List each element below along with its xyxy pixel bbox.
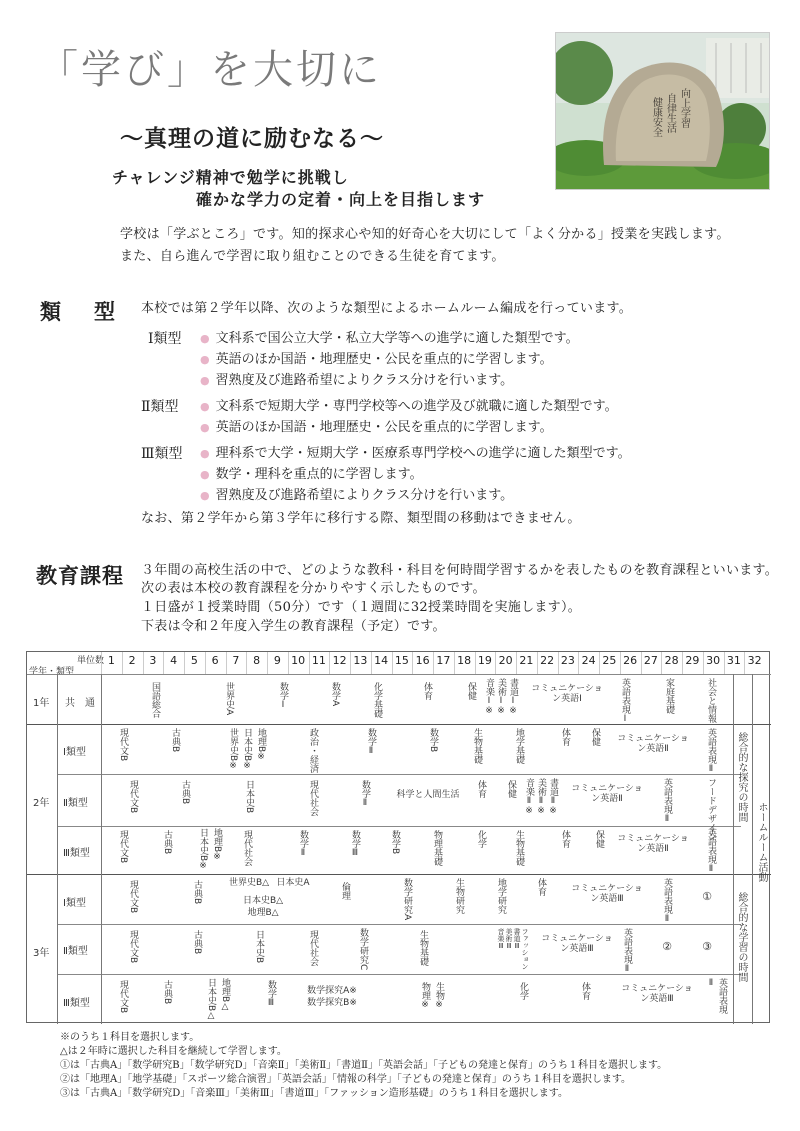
unit-number: 10 — [291, 654, 306, 667]
subject-cell: 体育 — [536, 878, 546, 896]
subject-cell: 現代社会 — [308, 930, 318, 966]
unit-number: 1 — [107, 654, 115, 667]
subject-cell: 物理※ — [420, 982, 430, 1010]
unit-number: 29 — [685, 654, 700, 667]
subject-cell: 政治・経済 — [308, 728, 318, 773]
unit-number: 18 — [457, 654, 472, 667]
row-label: Ⅰ類型 — [63, 898, 86, 909]
subject-cell: 英語表現Ⅱ — [622, 928, 632, 974]
subject-cell: 日本史B※ — [198, 828, 208, 872]
unit-number: 12 — [332, 654, 347, 667]
curriculum-line: ３年間の高校生活の中で、どのような教科・科目を何時間学習するかを表したものを教育課程といいます。 — [141, 563, 779, 578]
curriculum-line: 次の表は本校の教育課程を分かりやすく示したものです。 — [141, 581, 486, 596]
elective-3-marker: ③ — [702, 940, 712, 953]
subject-cell: 体育 — [476, 780, 486, 798]
subject-cell: 化学基礎 — [372, 682, 382, 718]
grade-label: 1年 — [33, 698, 50, 709]
subject-cell: 古典B — [180, 780, 190, 805]
type-1-bullet: ● 文科系で国公立大学・私立大学等への進学に適した類型です。 — [200, 328, 579, 349]
subject-cell: ファッション — [521, 928, 529, 970]
subject-cell: 化学 — [476, 830, 486, 848]
subject-cell: 生物基礎 — [514, 830, 524, 866]
subject-cell: 英語表現Ⅱ — [706, 728, 716, 774]
unit-number: 4 — [170, 654, 178, 667]
unit-number: 25 — [602, 654, 617, 667]
tagline-line-2: 確かな学力の定着・向上を目指します — [196, 190, 486, 209]
unit-number: 28 — [664, 654, 679, 667]
subject-cell: 世界史B※ — [228, 728, 238, 772]
subject-cell: 倫理 — [340, 882, 350, 900]
subject-cell: 数学Ⅱ — [366, 728, 376, 756]
subject-cell: 英語表現Ⅱ — [706, 828, 716, 874]
unit-number: 30 — [706, 654, 721, 667]
unit-number: 31 — [726, 654, 741, 667]
subject-cell: 生物基礎 — [472, 728, 482, 764]
unit-number: 22 — [540, 654, 555, 667]
subject-cell: 保健 — [506, 780, 516, 798]
subject-cell: 英語表現Ⅱ — [706, 978, 727, 1014]
subject-cell: 体育 — [580, 982, 590, 1000]
subject-cell: 日本史B※ — [242, 728, 252, 772]
footnote: ②は「地理A」「地学基礎」「スポーツ総合演習」「英語会話」「情報の科学」「子どもの発達と保育」のうち１科目を選択します。 — [60, 1074, 632, 1085]
unit-number: 23 — [560, 654, 575, 667]
row-label: Ⅲ類型 — [63, 848, 90, 859]
subject-cell: 生物研究 — [454, 878, 464, 914]
subject-cell: 美術Ⅱ※ — [536, 778, 546, 816]
subject-cell: 数学Ⅲ — [266, 980, 276, 1008]
subject-cell: 英語表現Ⅱ — [662, 878, 672, 924]
subject-cell: 現代文B — [128, 880, 138, 914]
row-label: Ⅰ類型 — [63, 747, 86, 758]
subject-cell: 古典B — [192, 880, 202, 905]
subject-cell: 美術Ⅲ — [505, 928, 513, 950]
elective-1-marker: ① — [702, 890, 712, 903]
subject-cell: 体育 — [560, 830, 570, 848]
curriculum-table — [26, 651, 770, 1023]
subject-cell: 現代文B — [128, 930, 138, 964]
subject-cell: コミュニケーション英語Ⅱ — [617, 734, 689, 754]
elective-2-marker: ② — [662, 940, 672, 953]
intro-line-1: 学校は「学ぶところ」です。知的探求心や知的好奇心を大切にして「よく分かる」授業を実践します。 — [120, 227, 730, 242]
row-label: Ⅱ類型 — [63, 798, 88, 809]
subject-cell: 保健 — [466, 682, 476, 700]
page-subhead: ～真理の道に励むなる～ — [120, 125, 384, 152]
unit-number: 3 — [149, 654, 157, 667]
footnote: ③は「古典A」「数学研究D」「音楽Ⅲ」「美術Ⅲ」「書道Ⅲ」「ファッション造形基礎」のうち１科目を選択します。 — [60, 1088, 568, 1099]
subject-cell: 書道Ⅰ※ — [508, 678, 518, 716]
footnote: △は２年時に選択した科目を継続して学習します。 — [60, 1046, 287, 1057]
unit-number: 11 — [311, 654, 326, 667]
subject-cell: 日本史B — [244, 780, 254, 814]
subject-cell: 地学基礎 — [514, 728, 524, 764]
unit-number: 2 — [128, 654, 136, 667]
grade-label: 2年 — [33, 798, 50, 809]
subject-cell: 英語表現Ⅰ — [620, 678, 630, 724]
unit-number: 24 — [581, 654, 596, 667]
subject-cell: 数学探究A※ — [307, 986, 357, 996]
subject-cell: 音楽Ⅰ※ — [484, 678, 494, 716]
subject-cell: 数学Ⅰ — [278, 682, 288, 710]
subject-cell: コミュニケーション英語Ⅰ — [531, 684, 603, 704]
subject-cell: 化学 — [518, 982, 528, 1000]
type-1-bullet: ● 英語のほか国語・地理歴史・公民を重点的に学習します。 — [200, 349, 553, 370]
homeroom-activity-label: ホームルーム活動 — [756, 802, 767, 882]
unit-number: 9 — [273, 654, 281, 667]
subject-cell: 古典B — [170, 728, 180, 753]
type-2-bullet: ● 英語のほか国語・地理歴史・公民を重点的に学習します。 — [200, 417, 553, 438]
subject-cell: 日本史B△ — [242, 896, 284, 906]
types-note: なお、第２学年から第３学年に移行する際、類型間の移動はできません。 — [141, 511, 581, 526]
corner-grade-label: 学年・類型 — [29, 667, 75, 677]
subject-cell: 数学探究B※ — [307, 998, 357, 1008]
row-label: 共 通 — [65, 698, 95, 709]
subject-cell: 数学研究C — [358, 928, 368, 971]
subject-cell: 日本史B — [254, 930, 264, 964]
school-motto-stone-photo — [555, 32, 770, 190]
corner-units-label: 単位数 — [77, 656, 105, 666]
subject-cell: コミュニケーション英語Ⅲ — [571, 884, 643, 904]
curriculum-line: 下表は令和２年度入学生の教育課程（予定）です。 — [141, 619, 446, 634]
subject-cell: 現代社会 — [242, 830, 252, 866]
subject-cell: 現代文B — [118, 980, 128, 1014]
subject-cell: 地理B※ — [212, 828, 222, 863]
unit-number: 27 — [643, 654, 658, 667]
subject-cell: 生物基礎 — [418, 930, 428, 966]
subject-cell: 古典B — [162, 830, 172, 855]
subject-cell: 日本史B△ — [206, 978, 216, 1022]
subject-cell: 音楽Ⅱ※ — [524, 778, 534, 816]
intro-line-2: また、自ら進んで学習に取り組むことのできる生徒を育てます。 — [120, 249, 505, 264]
type-1-name: Ⅰ類型 — [148, 331, 182, 347]
row-label: Ⅱ類型 — [63, 946, 88, 957]
unit-number: 6 — [211, 654, 219, 667]
unit-number: 5 — [190, 654, 198, 667]
type-3-bullet: ● 数学・理科を重点的に学習します。 — [200, 464, 423, 485]
subject-cell: 地理B△ — [220, 978, 230, 1013]
subject-cell: 体育 — [422, 682, 432, 700]
unit-number: 8 — [253, 654, 261, 667]
subject-cell: 物理基礎 — [432, 830, 442, 866]
subject-cell: 英語表現Ⅱ — [662, 778, 672, 824]
subject-cell: コミュニケーション英語Ⅱ — [617, 834, 689, 854]
types-lead: 本校では第２学年以降、次のような類型によるホームルーム編成を行っています。 — [141, 301, 633, 316]
subject-cell: 古典B — [192, 930, 202, 955]
subject-cell: 地理B※ — [256, 728, 266, 763]
svg-text:自律生活: 自律生活 — [664, 93, 676, 133]
subject-cell: 数学B — [428, 728, 438, 753]
subject-cell: 地学研究 — [496, 878, 506, 914]
unit-number: 21 — [519, 654, 534, 667]
types-section-title: 類 型 — [40, 299, 121, 324]
subject-cell: 生物※ — [434, 982, 444, 1010]
subject-cell: 美術Ⅰ※ — [496, 678, 506, 716]
curriculum-line: １日盛が１授業時間（50分）です（１週間に32授業時間を実施します）。 — [141, 600, 582, 615]
type-2-bullet: ● 文科系で短期大学・専門学校等への進学及び就職に適した類型です。 — [200, 396, 618, 417]
subject-cell: 数学研究A — [402, 878, 412, 921]
subject-cell: 現代文B — [118, 830, 128, 864]
unit-number: 17 — [436, 654, 451, 667]
subject-cell: 社会と情報 — [706, 678, 716, 723]
unit-number: 19 — [477, 654, 492, 667]
subject-cell: 体育 — [560, 728, 570, 746]
unit-number: 26 — [623, 654, 638, 667]
subject-cell: 世界史B△ — [228, 878, 270, 888]
subject-cell: コミュニケーション英語Ⅲ — [541, 934, 613, 954]
subject-cell: 現代文B — [118, 728, 128, 762]
subject-cell: 保健 — [594, 830, 604, 848]
subject-cell: 古典B — [162, 980, 172, 1005]
unit-number: 32 — [747, 654, 762, 667]
unit-number: 13 — [353, 654, 368, 667]
subject-cell: 書道Ⅲ — [513, 928, 521, 950]
integrated-inquiry-label: 総合的な探究の時間 — [736, 732, 747, 822]
type-1-bullet: ● 習熟度及び進路希望によりクラス分けを行います。 — [200, 370, 513, 391]
curriculum-section-title: 教育課程 — [36, 563, 124, 588]
footnote: ①は「古典A」「数学研究B」「数学研究D」「音楽Ⅱ」「美術Ⅱ」「書道Ⅱ」「英語会話」「子どもの発達と保育」のうち１科目を選択します。 — [60, 1060, 668, 1071]
tagline-line-1: チャレンジ精神で勉学に挑戦し — [112, 168, 349, 187]
unit-number: 14 — [374, 654, 389, 667]
subject-cell: 地理B△ — [247, 908, 279, 918]
type-3-bullet: ● 理科系で大学・短期大学・医療系専門学校への進学に適した類型です。 — [200, 443, 631, 464]
subject-cell: 現代文B — [128, 780, 138, 814]
svg-text:向上学習: 向上学習 — [678, 88, 690, 128]
subject-cell: 数学Ⅲ — [350, 830, 360, 858]
subject-cell: 音楽Ⅲ — [497, 928, 505, 950]
page-headline: 「学び」を大切に — [38, 47, 382, 93]
unit-number: 16 — [415, 654, 430, 667]
subject-cell: 現代社会 — [308, 780, 318, 816]
subject-cell: 数学Ⅱ — [360, 780, 370, 808]
unit-number: 7 — [232, 654, 240, 667]
subject-cell: コミュニケーション英語Ⅱ — [571, 784, 643, 804]
subject-cell: コミュニケーション英語Ⅲ — [621, 984, 693, 1004]
footnote: ※のうち１科目を選択します。 — [60, 1032, 200, 1043]
subject-cell: 保健 — [590, 728, 600, 746]
subject-cell: 国語総合 — [150, 682, 160, 718]
grade-label: 3年 — [33, 948, 50, 959]
svg-text:健康安全: 健康安全 — [650, 97, 662, 137]
subject-cell: フードデザイン — [706, 778, 716, 841]
integrated-learning-label: 総合的な学習の時間 — [736, 892, 747, 982]
subject-cell: 世界史A — [224, 682, 234, 716]
subject-cell: 科学と人間生活 — [396, 790, 460, 800]
subject-cell: 書道Ⅱ※ — [548, 778, 558, 816]
unit-number: 20 — [498, 654, 513, 667]
subject-cell: 数学Ⅱ — [298, 830, 308, 858]
type-3-name: Ⅲ類型 — [141, 446, 183, 462]
unit-number: 15 — [394, 654, 409, 667]
type-2-name: Ⅱ類型 — [141, 399, 179, 415]
subject-cell: 日本史A — [276, 878, 310, 888]
type-3-bullet: ● 習熟度及び進路希望によりクラス分けを行います。 — [200, 485, 513, 506]
row-label: Ⅲ類型 — [63, 998, 90, 1009]
subject-cell: 数学A — [330, 682, 340, 707]
subject-cell: 家庭基礎 — [664, 678, 674, 714]
subject-cell: 数学B — [390, 830, 400, 855]
